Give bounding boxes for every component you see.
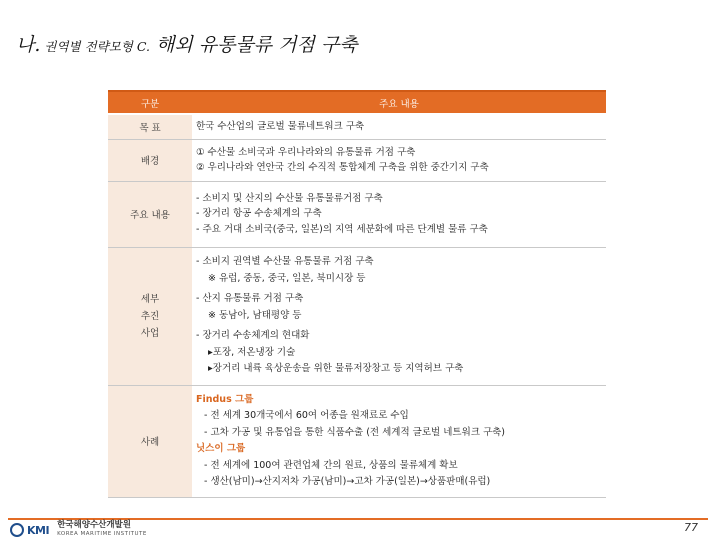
kmi-logo <box>10 521 147 539</box>
title-main: 해외 유통물류 거점 구축 <box>149 34 358 56</box>
strategy-table <box>108 90 606 498</box>
row-label: 사례 <box>108 385 192 497</box>
content-line: - 생산(남미)→산지저차 가공(남미)→고차 가공(일본)→상품판매(유럽) <box>204 476 491 487</box>
header-content: 주요 내용 <box>192 91 606 113</box>
table-header <box>108 91 606 113</box>
logo-text <box>57 521 147 539</box>
content-line: ① 수산물 소비국과 우리나라와의 유통물류 거점 구축 <box>196 146 416 158</box>
row-label-line: 추진 <box>140 310 160 322</box>
row-label-line: 세부 <box>140 293 160 305</box>
content-note: ※ 동남아, 남태평양 등 <box>208 309 302 321</box>
content-line: - 고차 가공 및 유통업을 통한 식품수출 (전 세계적 글로벌 네트워크 구축) <box>204 426 506 438</box>
row-label <box>108 247 192 385</box>
content-line: - 소비지 권역별 수산물 유통물류 거점 구축 <box>196 256 374 268</box>
table-row-background <box>108 139 606 181</box>
row-content <box>192 139 606 181</box>
table-row-cases <box>108 385 606 497</box>
title-subsection: 권역별 전략모형 C. <box>40 39 150 54</box>
table-row-goal <box>108 115 606 139</box>
content-line: - 산지 유통물류 거점 구축 <box>196 293 304 305</box>
row-label: 배경 <box>108 139 192 181</box>
page-number: 77 <box>684 521 698 534</box>
content-line: ② 우리나라와 연안국 간의 수직적 통합체계 구축을 위한 중간기지 구축 <box>196 162 489 173</box>
row-label-line: 사업 <box>140 327 160 339</box>
header-category: 구분 <box>108 91 192 113</box>
content-note: ※ 유럽, 중동, 중국, 일본, 북미시장 등 <box>208 272 366 284</box>
content-bullet: ▸장거리 내륙 육상운송을 위한 물류저장창고 등 지역허브 구축 <box>208 363 464 375</box>
logo-mark: KMI <box>27 523 50 537</box>
content-line: - 전 세계 30개국에서 60여 어종을 원재료로 수입 <box>204 410 409 421</box>
row-content <box>192 181 606 247</box>
row-label: 목 표 <box>108 115 192 139</box>
title-prefix: 나. <box>16 34 41 56</box>
table-row-main-content <box>108 181 606 247</box>
logo-korean-name: 한국해양수산개발원 <box>57 520 131 530</box>
table-row-detail-projects <box>108 247 606 385</box>
row-content <box>192 247 606 385</box>
content-bullet: ▸포장, 저온냉장 기술 <box>208 346 296 358</box>
logo-english-name: KOREA MARITIME INSTITUTE <box>57 531 147 537</box>
content-line: 한국 수산업의 글로벌 물류네트워크 구축 <box>196 121 365 132</box>
content-line: - 장거리 수송체계의 현대화 <box>196 330 310 342</box>
row-content <box>192 385 606 497</box>
content-line: - 소비지 및 산지의 수산물 유통물류거점 구축 <box>196 192 383 204</box>
row-content <box>192 115 606 139</box>
content-line: - 주요 거대 소비국(중국, 일본)의 지역 세분화에 따른 단계별 물류 구축 <box>196 223 488 235</box>
content-line: - 장거리 항공 수송체계의 구축 <box>196 208 322 220</box>
page-title <box>16 30 358 57</box>
logo-emblem-icon <box>10 523 24 537</box>
case-company-nissui: 닛스이 그룹 <box>196 443 246 454</box>
content-line: - 전 세계에 100여 관련업체 간의 원료, 상품의 물류체계 확보 <box>204 459 458 471</box>
case-company-findus: Findus 그룹 <box>196 393 254 405</box>
row-label: 주요 내용 <box>108 181 192 247</box>
